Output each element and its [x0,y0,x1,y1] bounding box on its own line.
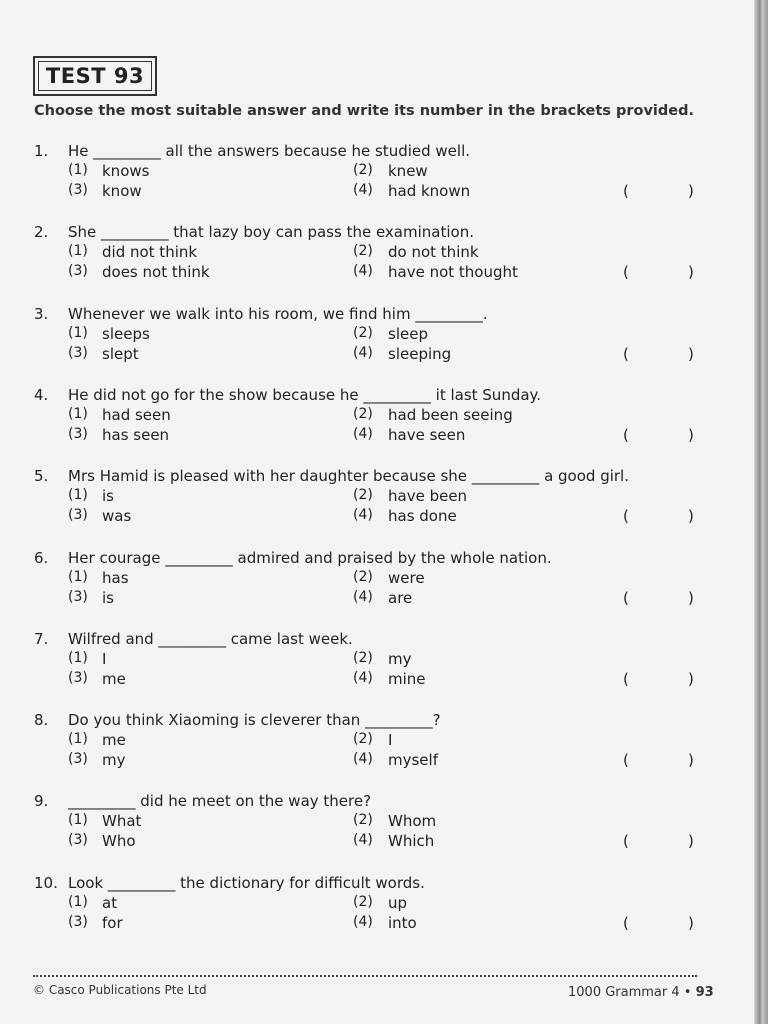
question-item [0,386,768,448]
option-number: (2) [353,243,373,260]
option-text: slept [102,344,139,363]
answer-bracket-close: ) [688,588,694,607]
question-number: 5. [34,467,49,486]
answer-bracket-open: ( [623,751,629,770]
answer-bracket-close: ) [688,182,694,200]
answer-bracket-close: ) [688,669,694,688]
option-text: are [388,588,413,607]
question-number: 3. [34,304,49,323]
option-number: (4) [353,669,373,686]
option-text: is [102,588,114,607]
option-number: (4) [353,751,373,768]
answer-bracket-close: ) [688,751,694,770]
test-title-box [33,56,157,96]
answer-bracket-close: ) [688,425,694,444]
option-text: sleep [388,324,428,343]
option-text: at [102,893,118,912]
answer-bracket-open: ( [623,344,629,363]
question-number: 9. [34,792,49,811]
option-number: (3) [68,507,88,524]
question-text: Whenever we walk into his room, we find him _________. [68,304,488,323]
option-number: (4) [353,913,373,930]
option-number: (2) [353,324,373,341]
book-title: 1000 Grammar 4 • [568,985,692,1000]
footer-divider [33,975,697,977]
instructions: Choose the most suitable answer and write its number in the brackets provided. [34,103,694,119]
option-number: (2) [353,162,373,178]
answer-bracket-close: ) [688,507,694,526]
question-item [0,305,768,367]
question-number: 8. [34,711,49,730]
question-text: Her courage _________ admired and praised by the whole nation. [68,548,552,567]
option-number: (2) [353,731,373,748]
option-text: has [102,568,129,587]
answer-bracket-close: ) [688,263,694,282]
option-number: (4) [353,507,373,524]
option-text: were [388,568,425,587]
option-text: have seen [388,425,466,444]
question-text: Look _________ the dictionary for difficult words. [68,873,425,892]
option-text: myself [388,751,438,770]
option-text: my [102,751,126,770]
option-text: sleeping [388,344,452,363]
option-number: (3) [68,832,88,849]
question-item [0,223,768,285]
option-text: is [102,487,114,506]
option-text: have been [388,487,468,506]
option-text: do not think [388,243,479,262]
question-number: 4. [34,385,49,404]
option-text: did not think [102,243,198,262]
option-number: (2) [353,568,373,585]
page-number: 93 [695,985,714,1000]
option-text: What [102,812,142,831]
question-text: She _________ that lazy boy can pass the examination. [68,223,474,242]
answer-bracket-open: ( [623,182,629,200]
option-number: (4) [353,425,373,442]
option-number: (4) [353,344,373,361]
answer-bracket-open: ( [623,425,629,444]
option-text: had seen [102,405,171,424]
option-text: has seen [102,425,170,444]
option-number: (2) [353,405,373,422]
option-number: (1) [68,405,88,422]
page-footer [568,985,714,1000]
option-text: I [102,649,107,668]
question-item [0,874,768,936]
option-text: have not thought [388,263,518,282]
option-number: (2) [353,487,373,504]
question-number: 1. [34,142,49,160]
option-number: (3) [68,751,88,768]
question-item [0,711,768,773]
answer-bracket-open: ( [623,507,629,526]
option-text: I [388,731,393,750]
option-number: (3) [68,182,88,198]
option-number: (3) [68,669,88,686]
option-number: (3) [68,263,88,280]
question-text: Wilfred and _________ came last week. [68,629,353,648]
answer-bracket-open: ( [623,669,629,688]
option-number: (2) [353,812,373,829]
question-item [0,467,768,529]
answer-bracket-open: ( [623,913,629,932]
question-number: 7. [34,629,49,648]
option-number: (1) [68,649,88,666]
option-text: Who [102,832,136,851]
option-text: had been seeing [388,405,513,424]
question-item [0,792,768,854]
option-number: (1) [68,243,88,260]
option-number: (1) [68,487,88,504]
answer-bracket-close: ) [688,344,694,363]
question-text: He _________ all the answers because he studied well. [68,142,471,160]
option-number: (4) [353,263,373,280]
option-text: Whom [388,812,437,831]
question-text: He did not go for the show because he _________ it last Sunday. [68,385,542,404]
option-number: (3) [68,913,88,930]
option-text: Which [388,832,435,851]
option-text: know [102,182,142,200]
option-number: (1) [68,568,88,585]
question-item [0,549,768,611]
option-number: (1) [68,893,88,910]
publisher-credit: © Casco Publications Pte Ltd [33,983,207,997]
answer-bracket-close: ) [688,913,694,932]
option-text: does not think [102,263,210,282]
question-text: Do you think Xiaoming is cleverer than _________? [68,711,441,730]
option-number: (1) [68,812,88,829]
question-number: 2. [34,223,49,242]
option-number: (4) [353,182,373,198]
option-number: (4) [353,588,373,605]
option-text: into [388,913,417,932]
option-number: (2) [353,893,373,910]
option-number: (1) [68,731,88,748]
option-text: for [102,913,123,932]
option-text: mine [388,669,426,688]
question-item [0,142,768,204]
question-text: Mrs Hamid is pleased with her daughter because she _________ a good girl. [68,467,629,486]
question-text: _________ did he meet on the way there? [68,792,372,811]
option-number: (3) [68,425,88,442]
option-number: (3) [68,588,88,605]
option-text: was [102,507,132,526]
question-number: 6. [34,548,49,567]
option-number: (2) [353,649,373,666]
option-text: up [388,893,408,912]
option-number: (1) [68,162,88,178]
test-title: TEST 93 [38,61,152,91]
answer-bracket-open: ( [623,263,629,282]
option-number: (3) [68,344,88,361]
option-text: knows [102,162,150,180]
option-text: me [102,731,126,750]
option-number: (1) [68,324,88,341]
option-text: sleeps [102,324,150,343]
option-text: my [388,649,412,668]
option-text: has done [388,507,457,526]
option-text: me [102,669,126,688]
option-text: had known [388,182,471,200]
answer-bracket-close: ) [688,832,694,851]
option-number: (4) [353,832,373,849]
answer-bracket-open: ( [623,588,629,607]
answer-bracket-open: ( [623,832,629,851]
question-item [0,630,768,692]
question-number: 10. [34,873,58,892]
option-text: knew [388,162,428,180]
